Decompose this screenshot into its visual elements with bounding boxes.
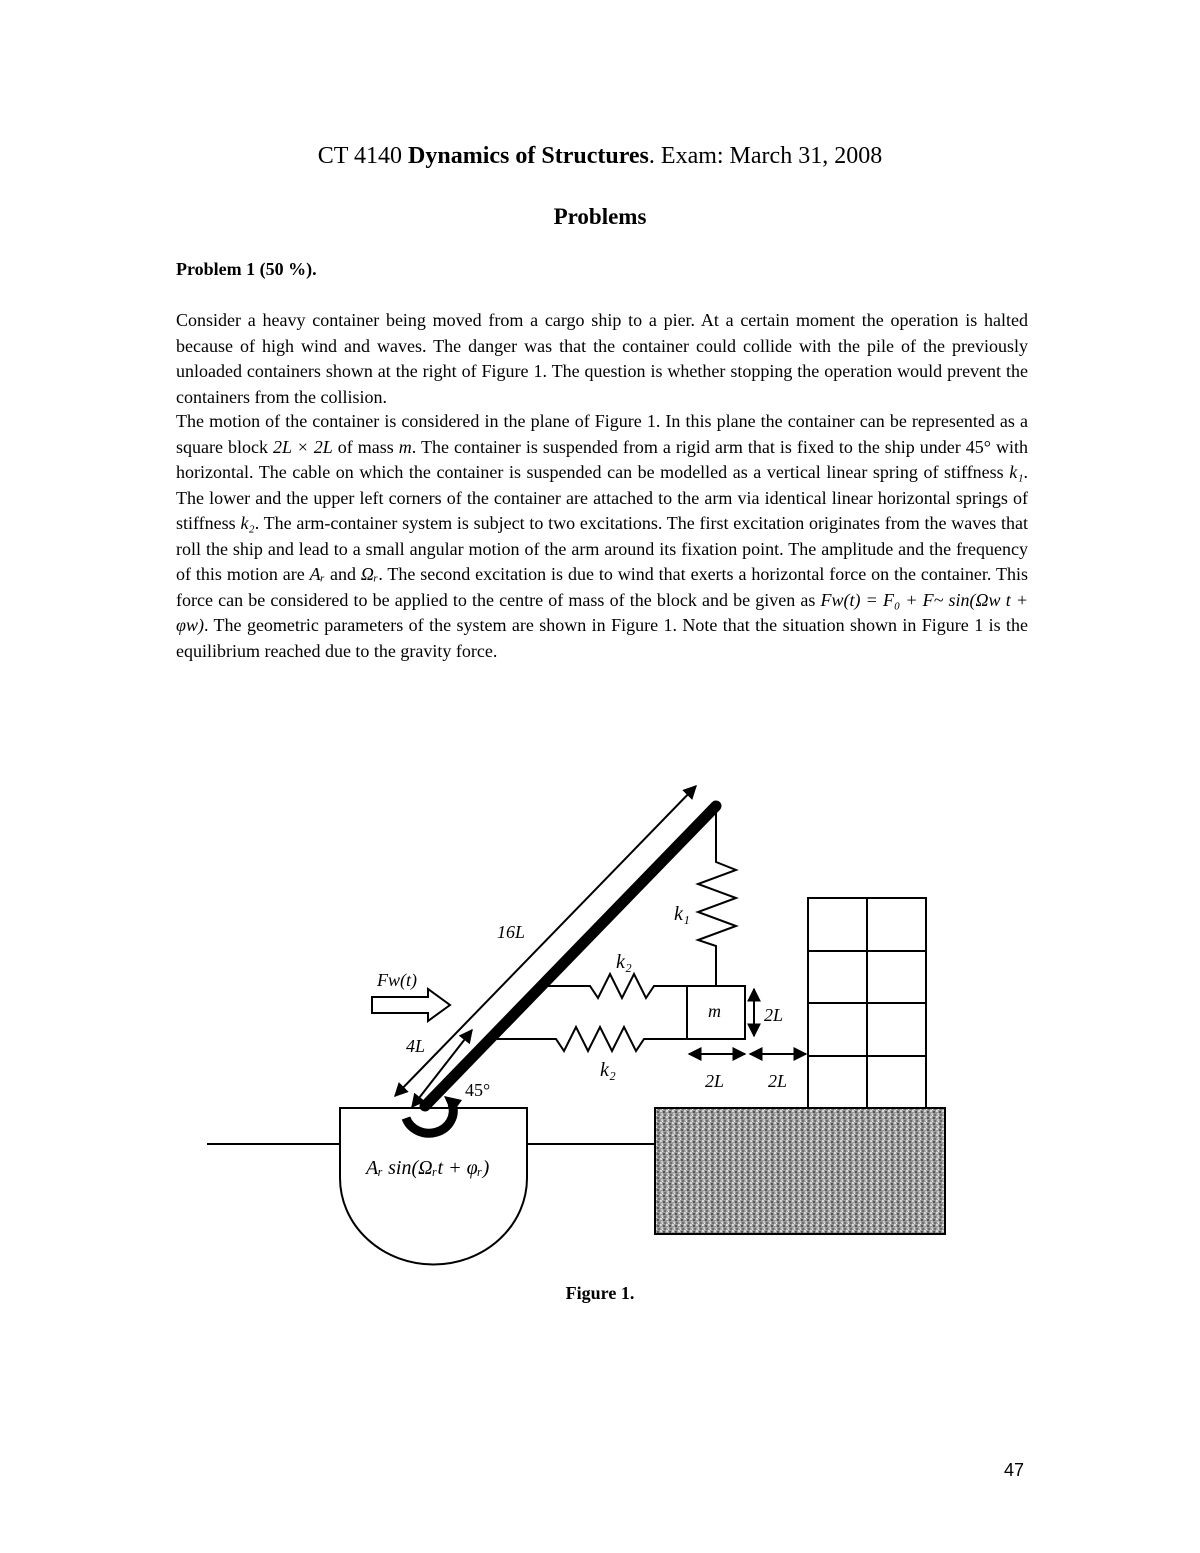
spring-k2-bottom: [497, 1027, 687, 1051]
p2-text-3: . The container is suspended from a rigid arm that is fixed to the ship under: [411, 436, 966, 457]
label-2L-gap: 2L: [768, 1071, 788, 1091]
p2-text-2: of mass: [332, 436, 399, 457]
p2-text-4: with horizontal. The cable on which the container is suspended can be modelled as a vertical linear spring of stiffness: [176, 436, 1028, 482]
label-wind-force: Fw(t): [377, 970, 417, 990]
p2-math-k2: k₂: [240, 513, 255, 533]
dimension-arrow-16L: [395, 786, 696, 1096]
label-k1: k₁: [674, 903, 690, 925]
p2-math-angle: 45°: [965, 436, 991, 457]
spring-k1: [698, 806, 736, 986]
p2-math-mass: m: [398, 436, 412, 457]
label-45-degrees: 45°: [465, 1080, 491, 1100]
p2-math-block-size: 2L × 2L: [272, 436, 333, 457]
label-rocking-motion: Aᵣ sin(Ωᵣt + φᵣ): [366, 1157, 490, 1179]
title-prefix: CT 4140: [317, 143, 409, 169]
label-4L: 4L: [406, 1036, 426, 1056]
p2-text-7: and: [325, 564, 361, 584]
p2-math-amplitude: Aᵣ: [309, 564, 326, 584]
label-k2-bottom: k₂: [600, 1059, 616, 1081]
problem-heading: Problem 1 (50 %).: [176, 259, 317, 279]
p2-text-9: . The geometric parameters of the system are shown in Figure 1. Note that the situation shown in Figure 1 is the equilibrium reached due to the gravity force.: [176, 615, 1028, 661]
p2-text-5: . The lower and the upper left corners of the container are attached to the arm via identical linear horizontal springs of stiffness: [176, 462, 1028, 533]
p2-text-8: . The second excitation is due to wind that exerts a horizontal force on the container. This force can be considered to be applied to the centre of mass of the block and be given as: [176, 564, 1028, 610]
title-course-name: Dynamics of Structures: [408, 143, 649, 169]
figure-1-diagram: [190, 760, 970, 1280]
p2-text-1: The motion of the container is considered in the plane of Figure 1. In this plane the container can be represented as a square block: [176, 411, 1028, 457]
p2-math-k1: k₁: [1009, 462, 1024, 482]
problem-paragraph-2: [176, 409, 1028, 664]
rigid-arm: [425, 806, 716, 1106]
label-k2-top: k₂: [616, 951, 632, 973]
container-stack: [808, 898, 926, 1108]
pier: [655, 1108, 945, 1234]
problem-paragraph-1: Consider a heavy container being moved from a cargo ship to a pier. At a certain moment the operation is halted because of high wind and waves. The danger was that the container could collide with the pile of the previously unloaded containers shown at the right of Figure 1. The question is whether stopping the operation would prevent the containers from the collision.: [176, 310, 1028, 407]
label-2L-width: 2L: [705, 1071, 725, 1091]
wind-force-arrow: [372, 989, 450, 1021]
label-mass: m: [708, 1001, 721, 1021]
figure-caption: Figure 1.: [565, 1283, 635, 1303]
p2-text-6: . The arm-container system is subject to two excitations. The first excitation originates from the waves that roll the ship and lead to a small angular motion of the arm around its fixation point. The amplitude and the frequency of this motion are: [176, 513, 1028, 584]
label-2L-height: 2L: [764, 1005, 784, 1025]
page-title: [0, 143, 1200, 170]
label-16L: 16L: [497, 922, 526, 942]
p2-math-frequency: Ωᵣ: [360, 564, 379, 584]
spring-k2-top: [548, 974, 687, 998]
title-exam-date: . Exam: March 31, 2008: [648, 143, 883, 169]
page-number: 47: [1004, 1460, 1025, 1480]
p2-math-wind-force: Fw(t) = F₀ + F~ sin(Ωw t + φw): [176, 589, 1028, 635]
section-title: Problems: [553, 204, 647, 229]
